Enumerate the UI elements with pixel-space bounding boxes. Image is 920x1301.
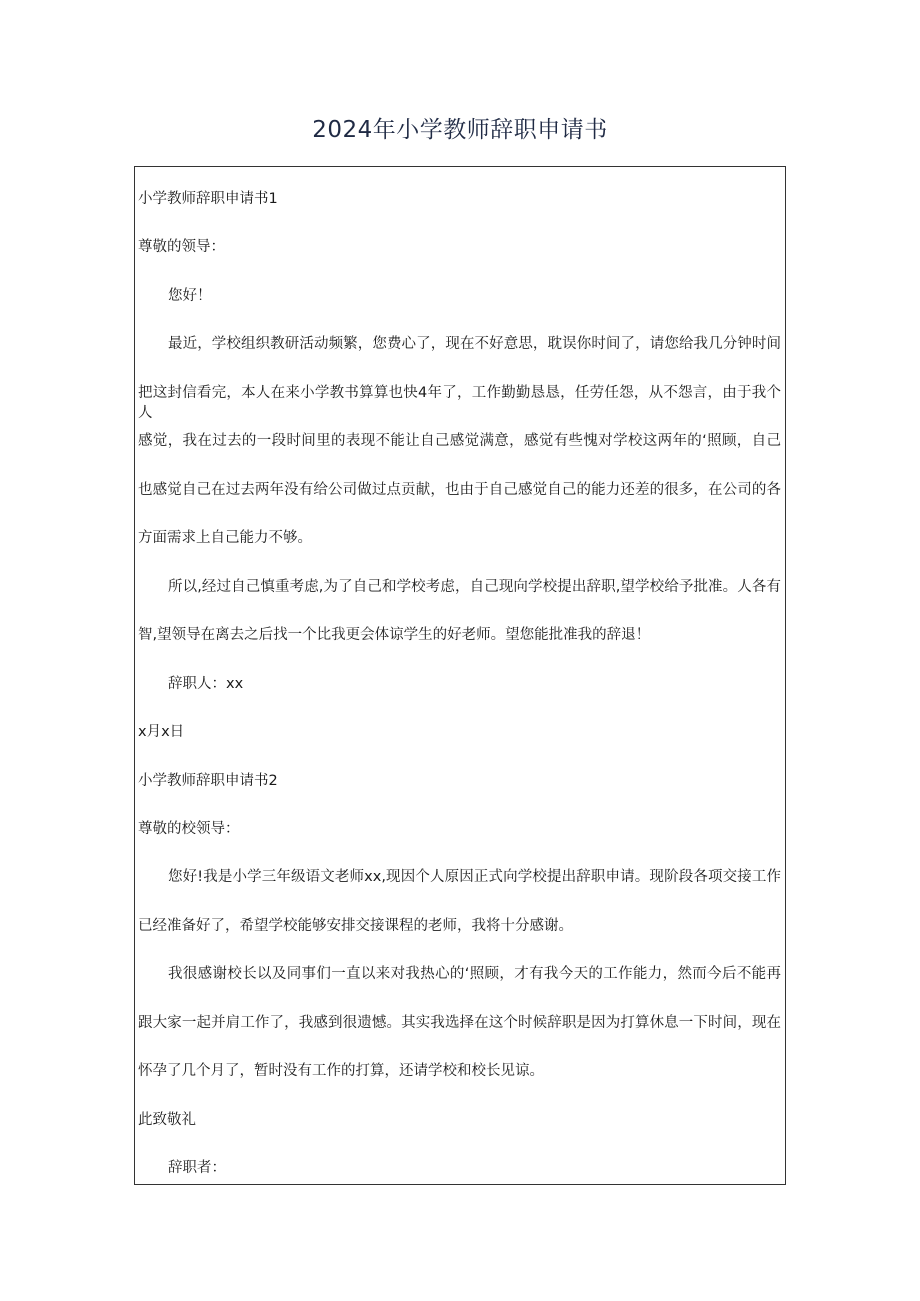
letter2-closing: 此致敬礼 [138,1112,196,1128]
letter1-date: x月x日 [138,724,185,740]
letter1-para1-line: 最近，学校组织教研活动频繁，您费心了，现在不好意思，耽误你时间了，请您给我几分钟时间 [168,336,781,352]
letter1-signer: 辞职人：xx [168,676,244,692]
letter2-salutation: 尊敬的校领导： [138,821,240,837]
letter1-heading: 小学教师辞职申请书1 [138,191,278,207]
letter2-para1-line: 已经准备好了，希望学校能够安排交接课程的老师，我将十分感谢。 [138,918,573,934]
letter1-para1-line: 方面需求上自己能力不够。 [138,530,312,546]
letter1-para1-line: 感觉，我在过去的一段时间里的表现不能让自己感觉满意，感觉有些愧对学校这两年的‘照顾，自己 [138,433,781,449]
document-body [134,166,786,1185]
letter2-para1-line: 您好!我是小学三年级语文老师xx,现因个人原因正式向学校提出辞职申请。现阶段各项交接工作 [168,869,781,885]
letter1-greeting: 您好！ [168,288,212,304]
letter1-para1-line: 把这封信看完，本人在来小学教书算算也快4年了，工作勤勤恳恳，任劳任怨，从不怨言，由于我个人 [138,385,781,421]
document-title: 2024年小学教师辞职申请书 [312,117,608,143]
letter1-para2-line: 所以,经过自己慎重考虑,为了自己和学校考虑，自己现向学校提出辞职,望学校给予批准。人各有 [168,579,781,595]
letter2-para2-line: 我很感谢校长以及同事们一直以来对我热心的‘照顾，才有我今天的工作能力，然而今后不能再 [168,966,781,982]
letter1-para2-line: 智,望领导在离去之后找一个比我更会体谅学生的好老师。望您能批准我的辞退！ [138,627,651,643]
letter1-para1-line: 也感觉自己在过去两年没有给公司做过点贡献，也由于自己感觉自己的能力还差的很多，在公司的各 [138,482,781,498]
letter2-signer: 辞职者： [168,1160,226,1176]
letter1-salutation: 尊敬的领导： [138,239,225,255]
letter2-para2-line: 怀孕了几个月了，暂时没有工作的打算，还请学校和校长见谅。 [138,1063,544,1079]
letter2-heading: 小学教师辞职申请书2 [138,773,278,789]
letter2-para2-line: 跟大家一起并肩工作了，我感到很遗憾。其实我选择在这个时候辞职是因为打算休息一下时间，现在 [138,1015,781,1031]
